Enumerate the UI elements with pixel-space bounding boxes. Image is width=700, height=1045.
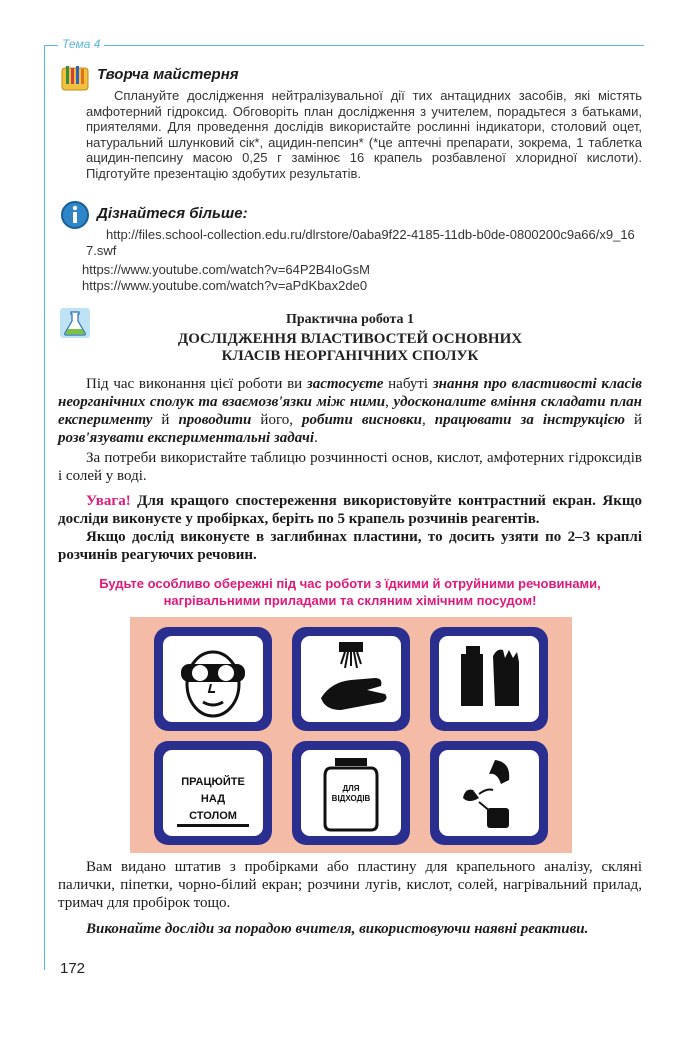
attention-paragraph: Увага! Для кращого спостереження використовуйте контрастний екран. Якщо досліди виконуєте у пробірках, беріть по 5 крапель розчинів реагентів.: [58, 493, 642, 527]
safety-signs-panel: [130, 617, 572, 853]
gloves-sign: [430, 627, 548, 731]
learn-more-title: Дізнайтеся більше:: [97, 205, 248, 222]
goggles-icon: [163, 636, 263, 722]
frame-left-line: [44, 45, 45, 970]
solubility-paragraph: За потреби використайте таблицю розчинності основ, кислот, амфотерних гідроксидів і солей у воді.: [58, 450, 642, 484]
learn-more-link-1[interactable]: http://files.school-collection.edu.ru/dlrstore/0aba9f22-4185-11db-b0de-0800200c9a66/x9_167.swf: [86, 227, 635, 258]
frame-top-line: [44, 45, 644, 46]
goggles-sign: [154, 627, 272, 731]
smell-sign: [430, 741, 548, 845]
plate-paragraph: Якщо дослід виконуєте в заглибинах пластини, то досить узяти по 2–3 краплі розчинів реагуючих речовин.: [58, 529, 642, 563]
corrosive-sign: [292, 627, 410, 731]
safety-warning-line1: Будьте особливо обережні під час роботи з їдкими й отруйними речовинами,: [99, 576, 601, 591]
work-over-table-sign: ПРАЦЮЙТЕ НАД СТОЛОМ: [154, 741, 272, 845]
equipment-paragraph: Вам видано штатив з пробірками або пластину для крапельного аналізу, скляні палички, піпетки, чорно-білий екран; розчини лугів, кислот, солей, нагрівальний прилад, тримач для пробірок тощо.: [58, 859, 642, 911]
practical-work-title-line1: ДОСЛІДЖЕННЯ ВЛАСТИВОСТЕЙ ОСНОВНИХ: [177, 331, 523, 347]
topic-label: Тема 4: [58, 37, 104, 51]
gloves-icon: [439, 636, 539, 722]
creative-workshop-text: Сплануйте дослідження нейтралізувальної дії тих антацидних засобів, які містять амфотерний гідроксид. Обговоріть план дослідження з учителем, порадьтеся з батьками, приятелями. Для проведення дослідів використайте рослинні індикатори, столовий оцет, натуральний шлунковий сік*, ацидин-пепсин* (*це аптечні препарати, зокрема, 1 таблетка ацидин-пепсину масою 0,25 г замінює 16 крапель розбавленої хлоридної кислоти). Підготуйте презентацію здобутих результатів.: [86, 88, 642, 181]
waste-jar-sign: ДЛЯ ВІДХОДІВ: [292, 741, 410, 845]
info-icon: [60, 200, 90, 230]
practical-work-title-line2: КЛАСІВ НЕОРГАНІЧНИХ СПОЛУК: [221, 348, 479, 364]
intro-paragraph: Під час виконання цієї роботи ви застосуєте набуті знання про властивості класів неорганічних сполук та взаємозв'язки між ними, удосконалите вміння складати план експерименту й проводити його, робити висновки, працювати за інструкцією й розв'язувати експериментальні задачі.: [58, 376, 643, 446]
hand-drops-icon: [301, 636, 401, 722]
creative-workshop-title: Творча майстерня: [97, 66, 239, 83]
practical-work-label: Практична робота 1: [285, 312, 415, 327]
attention-label: Увага!: [86, 493, 131, 509]
smell-gesture-icon: [439, 750, 539, 836]
page-number: 172: [60, 960, 86, 977]
learn-more-link-3[interactable]: https://www.youtube.com/watch?v=aPdKbax2de0: [82, 278, 368, 293]
instruction-paragraph: Виконайте досліди за порадою вчителя, використовуючи наявні реактиви.: [86, 921, 589, 937]
learn-more-link-2[interactable]: https://www.youtube.com/watch?v=64P2B4IoGsM: [82, 262, 370, 277]
safety-warning-line2: нагрівальними приладами та скляним хімічним посудом!: [163, 593, 537, 608]
